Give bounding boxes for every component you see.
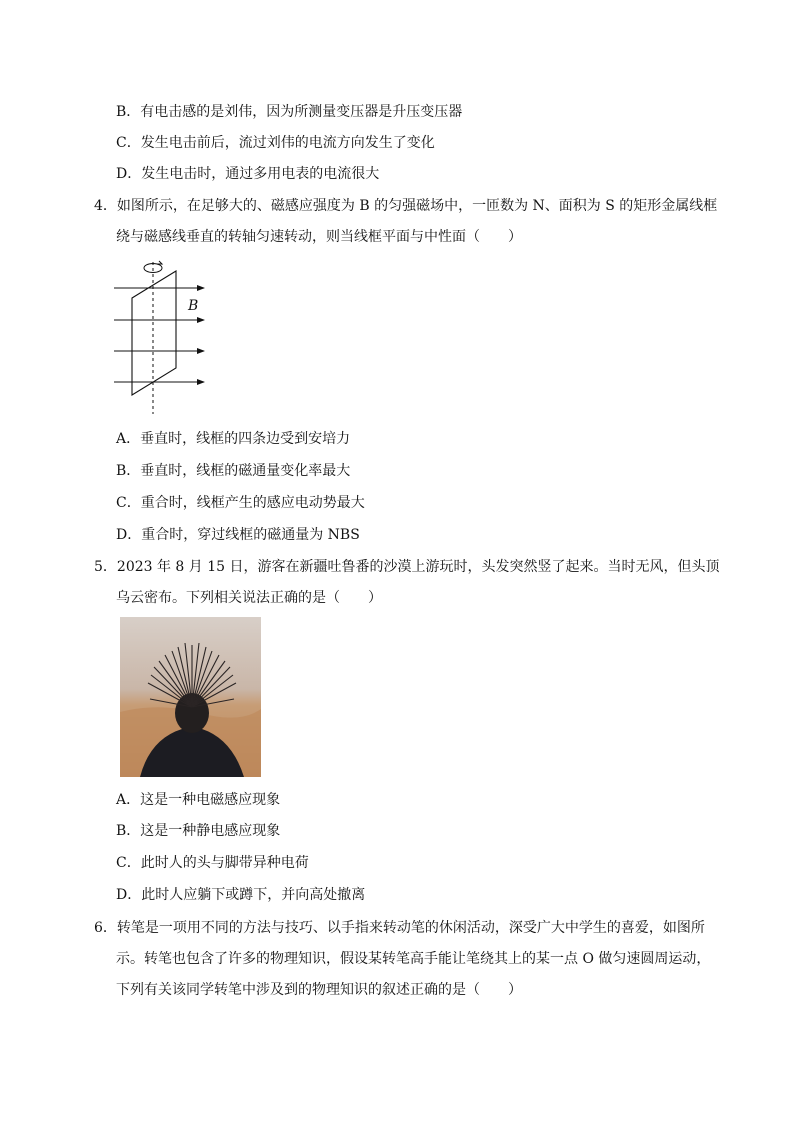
q4-option-a: A．垂直时，线框的四条边受到安培力 — [116, 431, 351, 447]
desert-hair-photo — [120, 617, 261, 777]
q5-option-a: A．这是一种电磁感应现象 — [116, 792, 281, 808]
q3-option-c: C．发生电击前后，流过刘伟的电流方向发生了变化 — [116, 135, 435, 151]
field-label-b: B — [188, 298, 199, 314]
q4-option-d: D．重合时，穿过线框的磁通量为 NBS — [116, 527, 360, 543]
q5-stem-line2: 乌云密布。下列相关说法正确的是（ ） — [116, 590, 382, 606]
q5-stem-line1: 5．2023 年 8 月 15 日，游客在新疆吐鲁番的沙漠上游玩时，头发突然竖了起来。当时无风，但头顶 — [94, 559, 720, 575]
q3-option-b: B．有电击感的是刘伟，因为所测量变压器是升压变压器 — [116, 104, 463, 120]
q5-option-b: B．这是一种静电感应现象 — [116, 823, 281, 839]
q4-option-b: B．垂直时，线框的磁通量变化率最大 — [116, 463, 351, 479]
q4-magnetic-field-figure — [108, 258, 218, 418]
q5-option-c: C．此时人的头与脚带异种电荷 — [116, 855, 309, 871]
q3-option-d: D．发生电击时，通过多用电表的电流很大 — [116, 166, 380, 182]
q4-stem-line2: 绕与磁感线垂直的转轴匀速转动，则当线框平面与中性面（ ） — [116, 229, 522, 245]
rectangular-coil — [132, 271, 176, 395]
q4-stem-line1: 4．如图所示，在足够大的、磁感应强度为 B 的匀强磁场中，一匝数为 N、面积为 S 的矩形金属线框 — [94, 198, 718, 214]
q5-option-d: D．此时人应躺下或蹲下，并向高处撤离 — [116, 887, 366, 903]
q6-stem-line2: 示。转笔也包含了许多的物理知识，假设某转笔高手能让笔绕其上的某一点 O 做匀速圆周运动， — [116, 951, 711, 967]
q6-stem-line1: 6．转笔是一项用不同的方法与技巧、以手指来转动笔的休闲活动，深受广大中学生的喜爱，如图所 — [94, 920, 705, 936]
q4-option-c: C．重合时，线框产生的感应电动势最大 — [116, 495, 365, 511]
q6-stem-line3: 下列有关该同学转笔中涉及到的物理知识的叙述正确的是（ ） — [116, 982, 522, 998]
